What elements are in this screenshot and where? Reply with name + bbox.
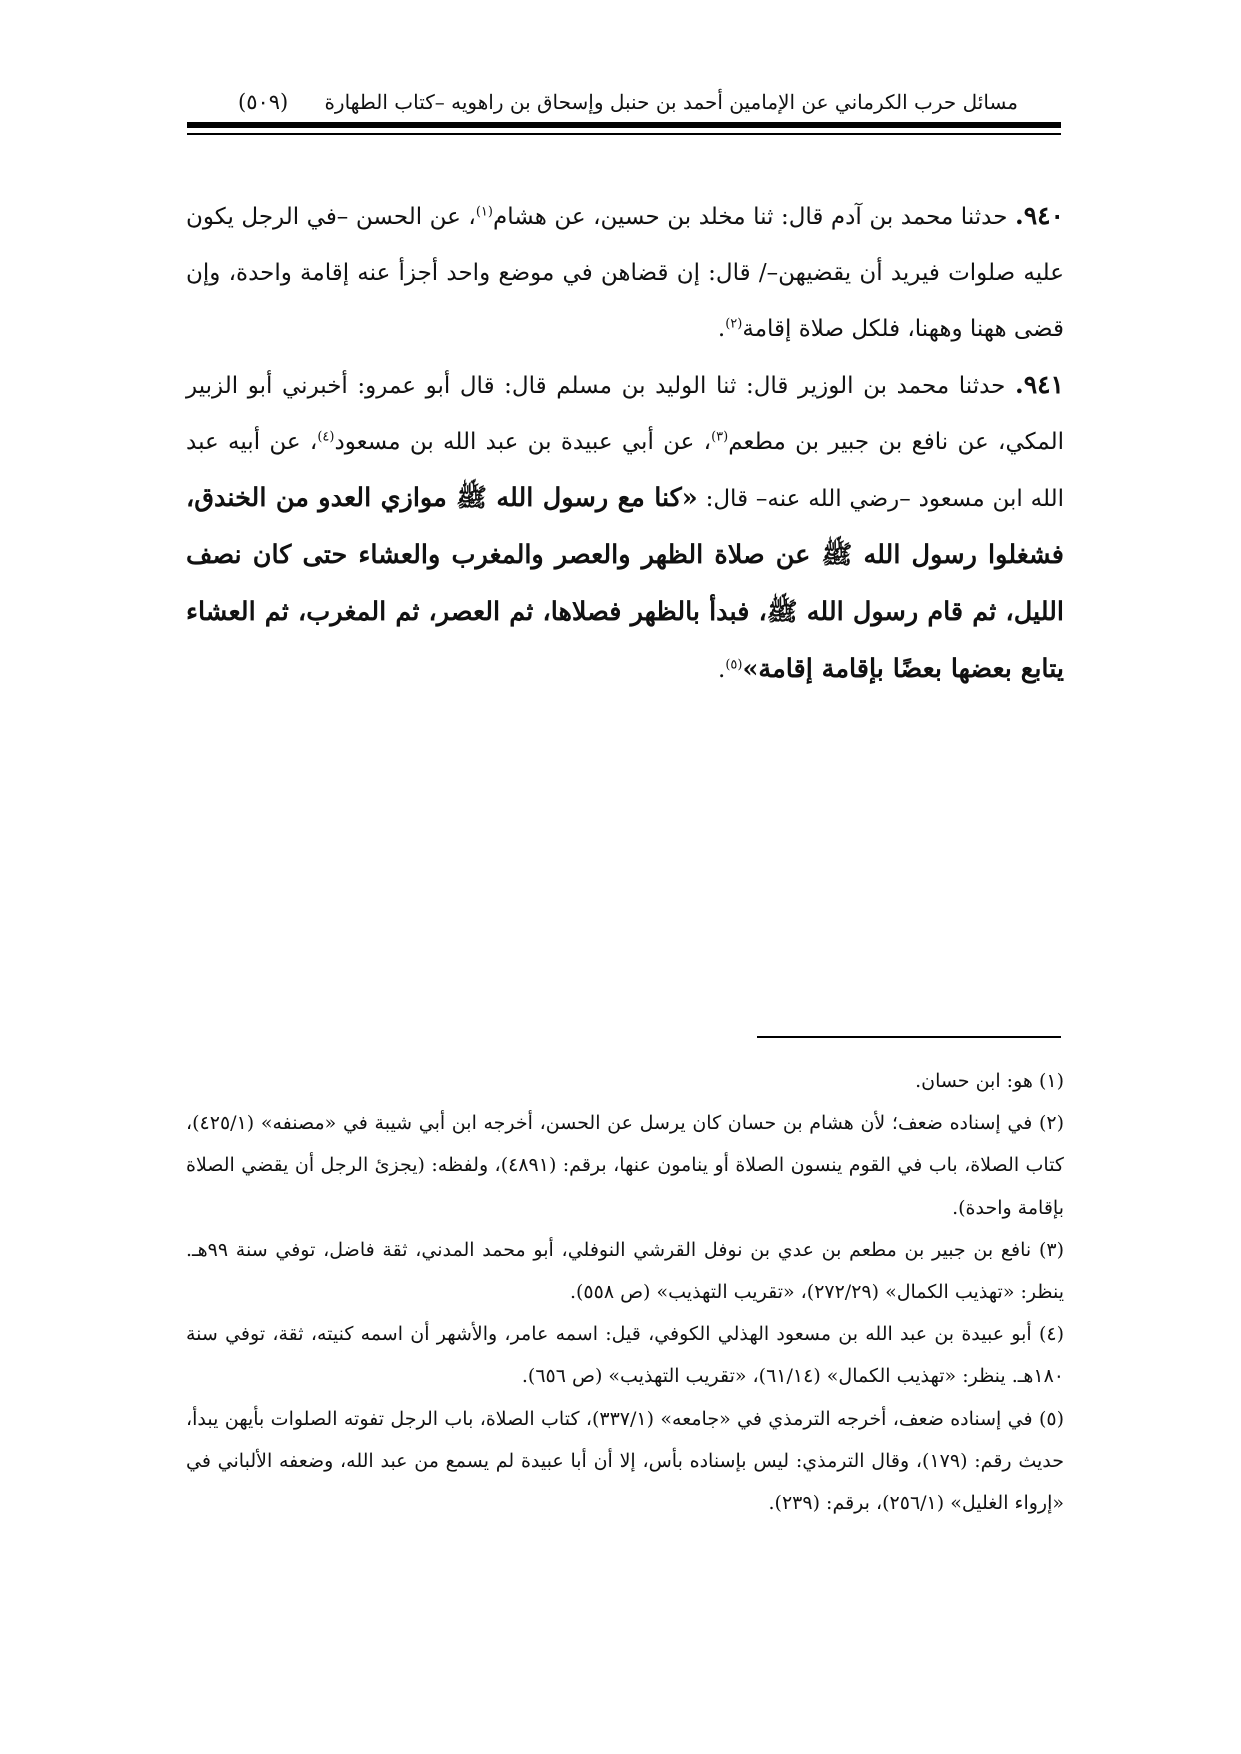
entry-text: ، عن أبيه عبد الله ابن مسعود –رضي الله عنه– قال: <box>186 429 1064 512</box>
footnote-ref: (١) <box>475 204 493 220</box>
footnote-separator <box>757 1036 1061 1038</box>
entry-940 <box>186 188 1064 357</box>
entry-number: ٩٤٠. <box>1014 201 1064 230</box>
footnotes <box>186 1060 1064 1524</box>
entry-text: ، عن الحسن –في الرجل يكون عليه صلوات فيريد أن يقضيهن–/ قال: إن قضاهن في موضع واحد أجزأ عنه إقامة واحدة، وإن قضى ههنا وههنا، فلكل صلاة إقامة <box>186 204 1064 342</box>
page-number: (٥٠٩) <box>238 90 289 114</box>
running-header <box>238 84 1018 120</box>
entry-text: . <box>718 657 726 683</box>
entry-text: . <box>717 316 726 342</box>
entry-text: ، عن أبي عبيدة بن عبد الله بن مسعود <box>334 429 712 455</box>
footnote-5: (٥) في إسناده ضعف، أخرجه الترمذي في «جامعه» (٣٣٧/١)، كتاب الصلاة، باب الرجل تفوته الصلوات بأيهن يبدأ، حديث رقم: (١٧٩)، وقال الترمذي: ليس بإسناده بأس، إلا أن أبا عبيدة لم يسمع من عبد الله، وضعفه الألباني في «إرواء الغليل» (٢٥٦/١)، برقم: (٢٣٩). <box>186 1407 1064 1515</box>
header-title: مسائل حرب الكرماني عن الإمامين أحمد بن حنبل وإسحاق بن راهويه –كتاب الطهارة <box>324 90 1018 114</box>
main-text <box>186 188 1064 698</box>
hadith-quote: «كنا مع رسول الله ﷺ موازي العدو من الخندق، فشغلوا رسول الله ﷺ عن صلاة الظهر والعصر والمغرب والعشاء حتى كان نصف الليل، ثم قام رسول الله ﷺ، فبدأ بالظهر فصلاها، ثم العصر، ثم المغرب، ثم العشاء يتابع بعضها بعضًا بإقامة إقامة» <box>186 483 1064 684</box>
footnote-4: (٤) أبو عبيدة بن عبد الله بن مسعود الهذلي الكوفي، قيل: اسمه عامر، والأشهر أن اسمه كنيته، ثقة، توفي سنة ١٨٠هـ. ينظر: «تهذيب الكمال» (٦١/١٤)، «تقريب التهذيب» (ص ٦٥٦). <box>186 1323 1064 1388</box>
entry-941 <box>186 357 1064 698</box>
footnote-ref: (٤) <box>317 429 335 445</box>
entry-text: حدثنا محمد بن الوزير قال: ثنا الوليد بن مسلم قال: قال أبو عمرو: أخبرني أبو الزبير المكي، عن نافع بن جبير بن مطعم <box>186 373 1065 455</box>
footnote-1: (١) هو: ابن حسان. <box>915 1070 1064 1092</box>
header-rule-thin <box>187 133 1061 135</box>
footnote-ref: (٣) <box>711 429 729 445</box>
footnote-2: (٢) في إسناده ضعف؛ لأن هشام بن حسان كان يرسل عن الحسن، أخرجه ابن أبي شيبة في «مصنفه» (٤٢٥/١)، كتاب الصلاة، باب في القوم ينسون الصلاة أو ينامون عنها، برقم: (٤٨٩١)، ولفظه: (يجزئ الرجل أن يقضي الصلاة بإقامة واحدة). <box>186 1112 1064 1219</box>
footnote-3: (٣) نافع بن جبير بن مطعم بن عدي بن نوفل القرشي النوفلي، أبو محمد المدني، ثقة فاضل، توفي سنة ٩٩هـ. ينظر: «تهذيب الكمال» (٢٧٢/٢٩)، «تقريب التهذيب» (ص ٥٥٨). <box>186 1238 1064 1304</box>
footnote-ref: (٢) <box>725 316 743 332</box>
entry-text: حدثنا محمد بن آدم قال: ثنا مخلد بن حسين، عن هشام <box>492 204 1015 230</box>
entry-number: ٩٤١. <box>1014 370 1064 399</box>
header-rule-thick <box>187 122 1061 128</box>
footnote-ref: (٥) <box>725 657 743 673</box>
